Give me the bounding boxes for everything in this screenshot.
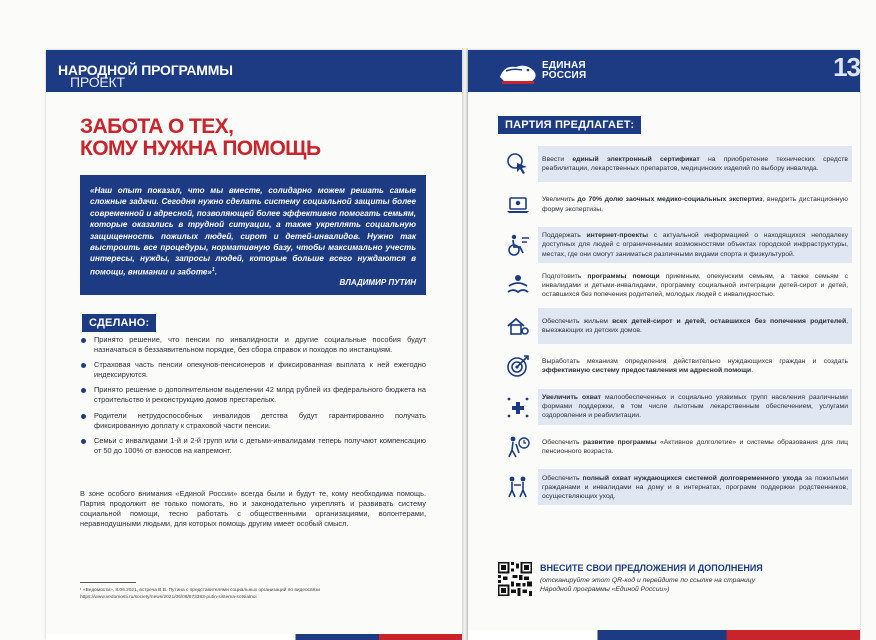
page-number: 13 <box>833 52 860 82</box>
right-page-header <box>468 50 860 92</box>
medical-sparkle-icon <box>498 392 538 422</box>
left-page-header <box>46 50 462 92</box>
right-page <box>468 50 860 640</box>
offer-item <box>498 388 852 424</box>
header-bold: НАРОДНОЙ ПРОГРАММЫ <box>58 62 233 78</box>
offer-text-part: до 70% долю заочных медико-социальных экспертиз <box>577 196 763 204</box>
quote-text: «Наш опыт показал, что мы вместе, солидарно можем решать самые сложные задачи. Сегодня нужно сделать систему социальной защиты более современной и адресной, позволяющей более эффективно помогать семьям, которые оказались в трудной ситуации, а также укреплять социальную защищенность пожилых людей, сирот и детей-инвалидов. Нужно так выстроить все процедуры, нормативную базу, чтобы максимально учесть интересы, нужды, запросы людей, которые больше всего нуждаются в помощи, внимании и заботе»$^1$. <box>90 186 416 277</box>
offer-text-part: Подготовить <box>542 272 588 280</box>
list-item: Принято решение о дополнительном выделении 42 млрд рублей из федерального бюджета на строительство и реконструкцию домов престарелых. <box>80 385 426 405</box>
offer-text-part: Увеличить <box>542 196 578 204</box>
quote-body: «Наш опыт показал, что мы вместе, солидарно можем решать самые сложные задачи. Сегодня нужно сделать систему социальной защиты более современной и адресной, позволяющей более эффективно помогать семьям, которые оказались в трудной ситуации, а также укреплять социальную защищенность пожилых людей, сирот и детей-инвалидов. Нужно так выстроить все процедуры, нормативную базу, чтобы максимально учесть интересы, нужды, запросы людей, которые больше всего нуждаются в помощи, внимании и заботе» <box>90 186 416 277</box>
offer-text-part: за пожилыми гражданами и инвалидами на дому и в интернатах, программ поддержки родственников, осуществляющих уход. <box>542 474 848 500</box>
offer-text <box>538 187 852 223</box>
elder-clock-icon <box>498 432 538 462</box>
accessibility-icon <box>498 230 538 260</box>
offer-text-part: . <box>751 367 754 375</box>
offer-text-part: Ввести <box>542 155 573 163</box>
done-section-title: СДЕЛАНО: <box>82 314 156 332</box>
bear-logo-icon <box>496 57 540 87</box>
offer-item <box>498 146 852 182</box>
laptop-icon <box>498 190 538 220</box>
offer-text <box>538 469 852 505</box>
closing-paragraph: В зоне особого внимания «Единой России» всегда были и будут те, кому необходима помощь. Партия продолжит не только помогать, но и законодательно укреплять и развивать систему социальной помощи, тесно работать с общественными организациями, волонтерами, неравнодушными людьми, для которых помощь другим имеет особый смысл. <box>80 489 426 528</box>
offers-list <box>498 146 852 510</box>
offer-text-part: Поддержать <box>542 232 587 240</box>
flag-stripe <box>468 630 860 640</box>
caring-hands-icon <box>498 270 538 300</box>
house-key-icon <box>498 311 538 341</box>
title-line-1: ЗАБОТА О ТЕХ, <box>80 115 234 138</box>
offer-item <box>498 308 852 344</box>
offer-item <box>498 429 852 465</box>
offer-text-part: полный охват нуждающихся системой долговременного ухода <box>582 474 803 482</box>
logo-line-2: РОССИЯ <box>542 70 587 81</box>
quote-footnote-mark: 1 <box>211 266 215 273</box>
elder-care-icon <box>498 472 538 502</box>
target-icon <box>498 351 538 381</box>
offer-item <box>498 267 852 303</box>
offer-text <box>538 267 852 303</box>
header-text <box>58 62 233 90</box>
offer-text <box>538 348 852 384</box>
offer-text-part: , внедрить дистанционную форму экспертизы. <box>542 196 849 213</box>
offer-text-part: Обеспечить жильем <box>542 317 613 325</box>
offer-text-part: с актуальной информацией о находящихся неподалеку доступных для людей с ограниченными возможностями объектах городской инфраструктуры, местах, где они смогут заниматься различными видами спорта и физкультурой. <box>542 232 848 258</box>
offers-section-title: ПАРТИЯ ПРЕДЛАГАЕТ: <box>498 116 641 134</box>
offer-item <box>498 227 852 263</box>
header-thin: ПРОЕКТ <box>70 74 125 90</box>
offer-text-part: всех детей-сирот и детей, оставшихся без попечения родителей <box>612 317 847 325</box>
quote-author: ВЛАДИМИР ПУТИН <box>339 278 416 287</box>
offer-text <box>538 146 852 182</box>
offer-text-part: Выработать механизм определения действительно нуждающихся граждан и создать <box>542 357 848 365</box>
offer-text-part: , выезжающих из детских домов. <box>542 317 849 334</box>
offer-text <box>538 389 852 425</box>
qr-text: (отсканируйте этот QR-код и перейдите по ссылке на страницу Народной программы «Единой России») <box>540 577 756 593</box>
offer-text <box>538 308 852 344</box>
offer-text-part: Увеличить охват <box>542 393 601 401</box>
list-item: Родители нетрудоспособных инвалидов детства будут гарантированно получать фиксированную доплату к страховой части пенсии. <box>80 411 426 431</box>
offer-item <box>498 348 852 384</box>
list-item: Принято решение, что пенсии по инвалидности и другие социальные пособия будут назначаться в беззаявительном порядке, без сбора справок и походов по инстанциям. <box>80 335 426 355</box>
cursor-click-icon <box>498 149 538 179</box>
qr-code-icon <box>498 562 532 596</box>
logo-text <box>542 61 586 81</box>
footnote: ¹ «Ведомости», 8.06.2021, встреча В.В. Путина с представителями социальных организаций по видеосвязи https://www.vedomosti.ru/society/news/2021/06/08/873383-putin-sistema-sotsialnoi <box>80 588 321 600</box>
offer-text-part: малообеспеченных и социально уязвимых групп населения различными формами поддержки, в том числе льготным лекарственным обеспечением, услугами оздоровления и реабилитации. <box>542 393 848 420</box>
offer-text-part: Обеспечить <box>542 474 583 482</box>
left-page <box>46 50 462 640</box>
quote-box <box>80 175 426 295</box>
offer-text-part: развитие программы <box>582 438 657 446</box>
offer-text-part: приемным, опекунским семьям, а также семьям с инвалидами и детьми-инвалидами, программу социальной интеграции детей-сирот и детей, оставшихся без попечения родителей, молодых людей с инвалидностью. <box>542 272 849 298</box>
offer-text-part: интернет-проекты <box>586 232 649 240</box>
list-item: Страховая часть пенсии опекунов-пенсионеров и фиксированная выплата к ней ежегодно индексируются. <box>80 360 426 380</box>
page-title <box>80 116 440 160</box>
flag-stripe <box>46 634 462 640</box>
offer-text-part: эффективную систему предоставления им адресной помощи <box>542 367 752 375</box>
offer-text-part: Обеспечить <box>542 438 583 446</box>
offer-text-part: «Активное долголетие» и системы образования для лиц пенсионного возраста. <box>542 438 848 455</box>
offer-text <box>538 227 852 263</box>
offer-text-part: единый электронный сертификат <box>572 155 700 163</box>
logo-line-1: ЕДИНАЯ <box>542 60 586 71</box>
offer-item <box>498 186 852 222</box>
done-list <box>80 335 426 461</box>
offer-text <box>538 429 852 465</box>
list-item: Семьи с инвалидами 1-й и 2-й групп или с детьми-инвалидами теперь получают компенсацию от 50 до 100% от взносов на капремонт. <box>80 436 426 456</box>
offer-text-part: программы помощи <box>587 272 660 280</box>
footnote-divider <box>80 582 136 583</box>
title-line-2: КОМУ НУЖНА ПОМОЩЬ <box>80 137 321 160</box>
qr-title: ВНЕСИТЕ СВОИ ПРЕДЛОЖЕНИЯ И ДОПОЛНЕНИЯ <box>540 563 763 573</box>
offer-item <box>498 469 852 505</box>
offer-text-part: на приобретение технических средств реабилитации, лекарственных препаратов, медицинских изделий по выбору инвалида. <box>542 155 848 173</box>
